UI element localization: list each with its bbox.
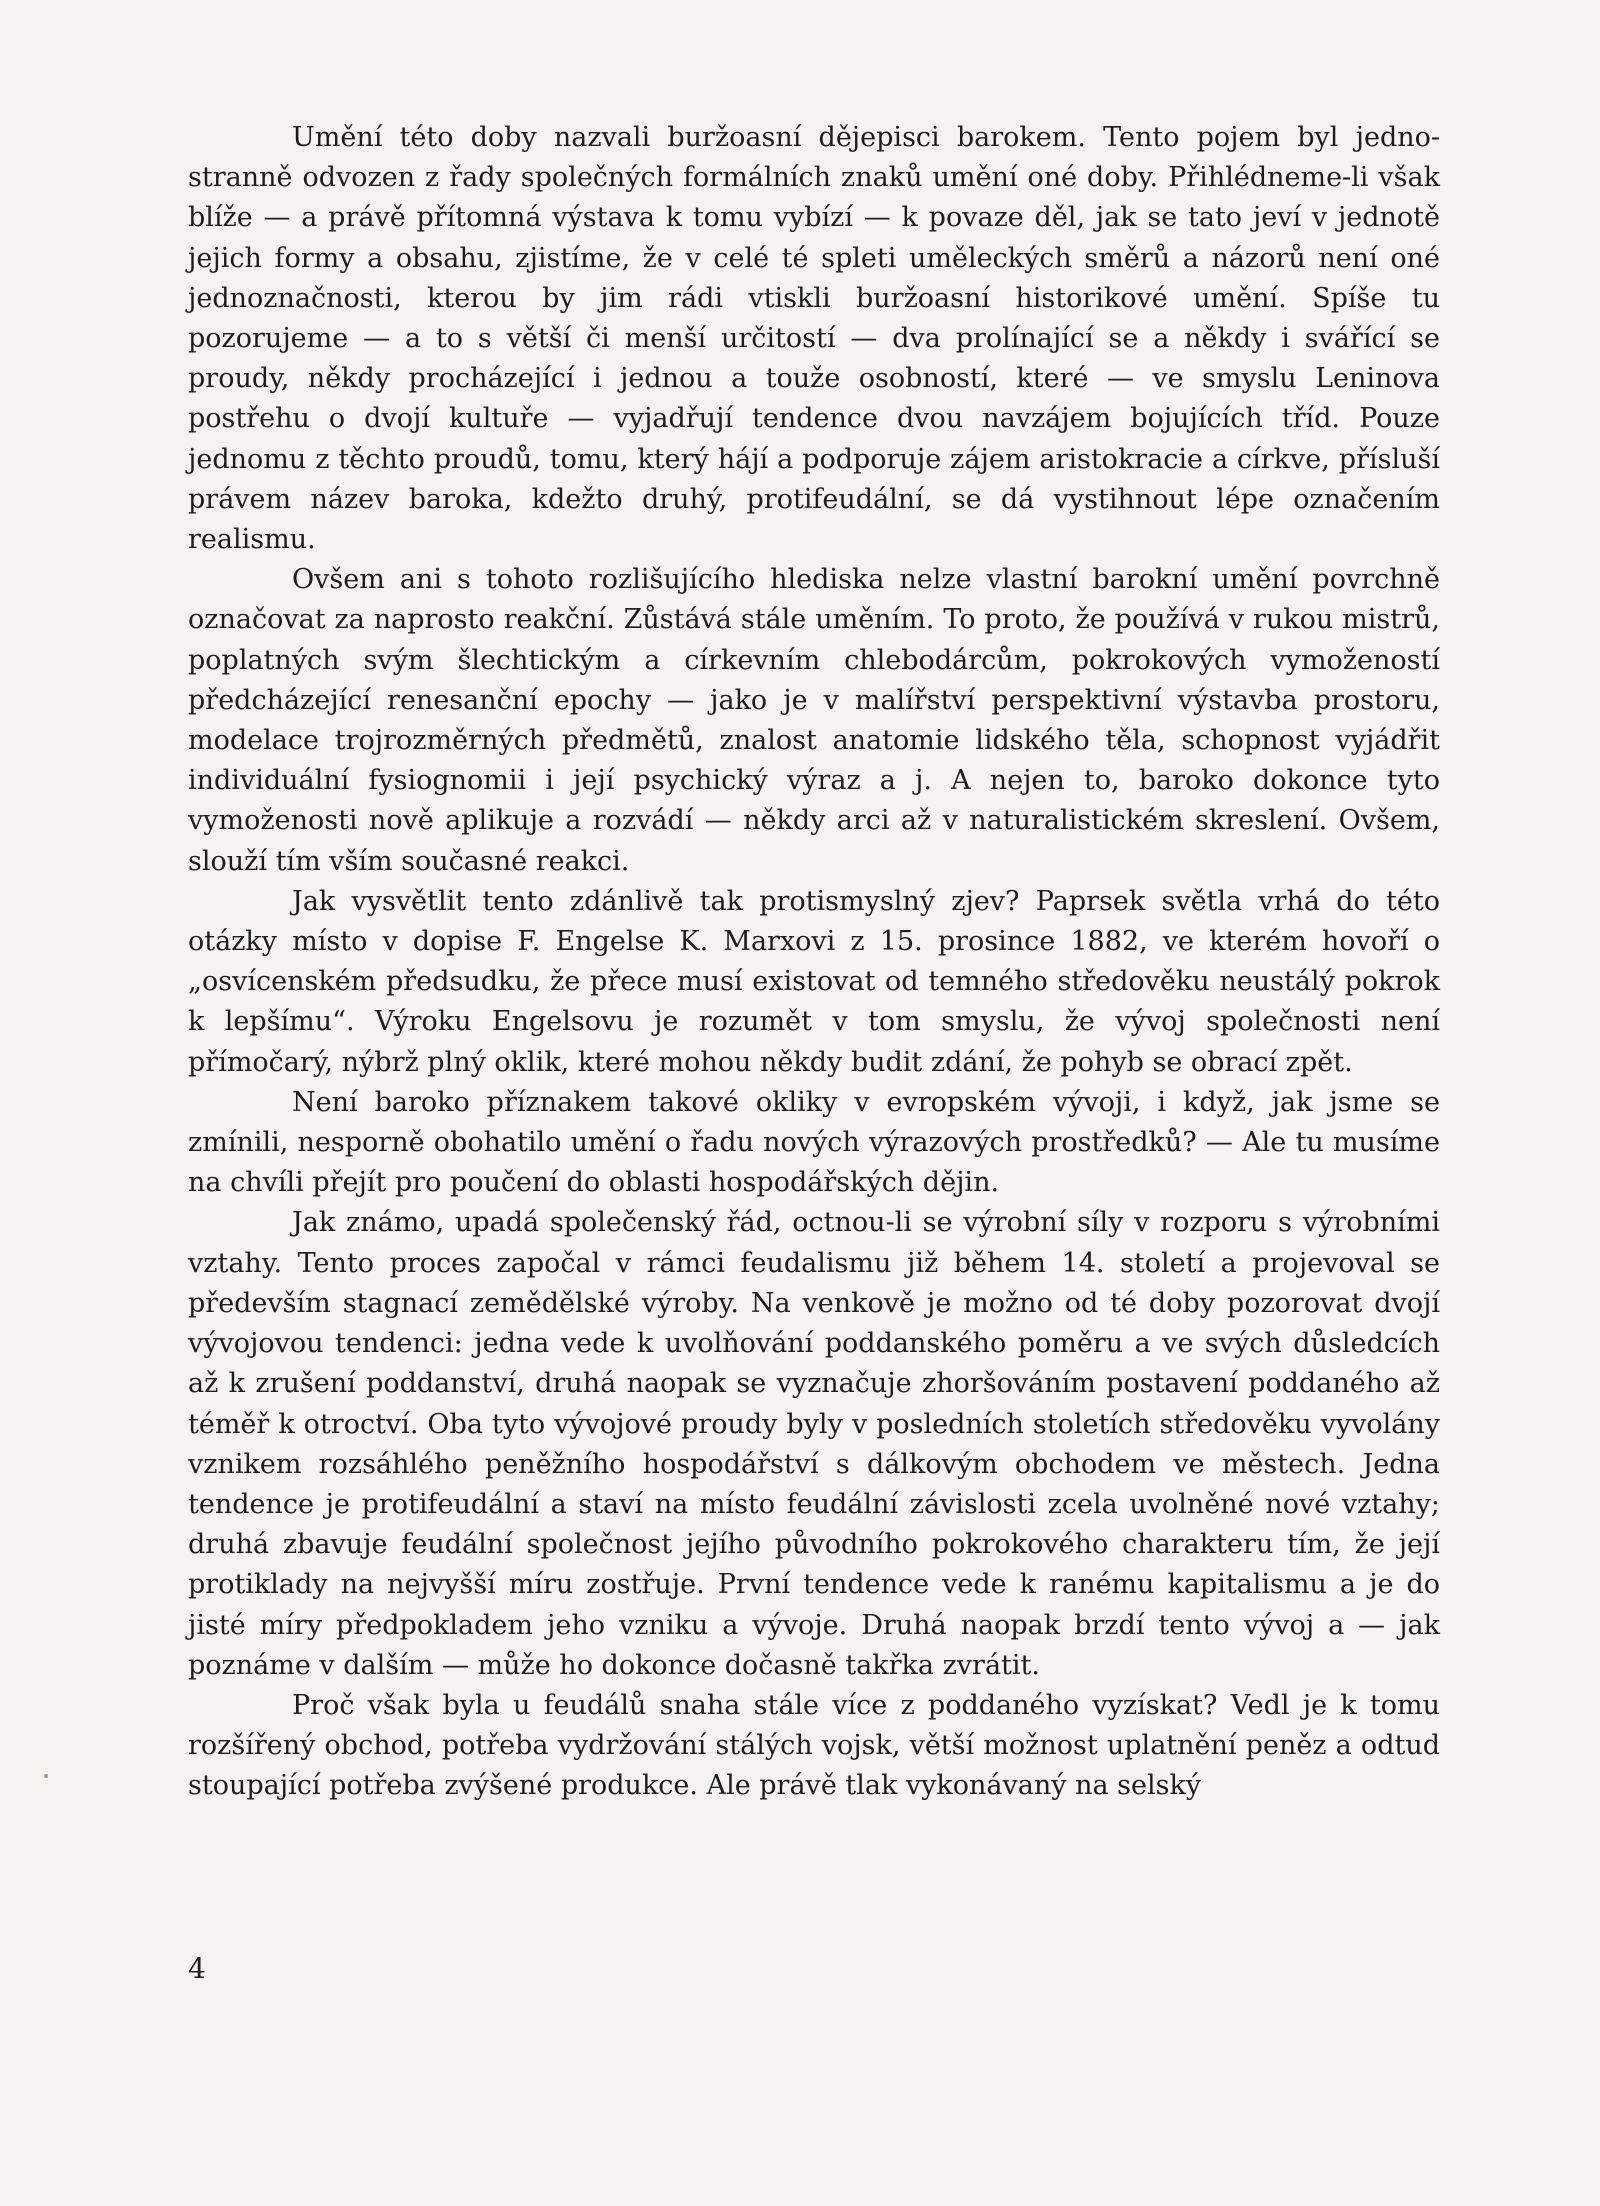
paper-speck xyxy=(44,1774,48,1778)
body-text xyxy=(188,118,1440,1807)
paragraph-2: Ovšem ani s tohoto rozlišujícího hlediska nelze vlastní barokní umění povrchně označovat za naprosto reakční. Zůstává stále uměním. To proto, že používá v rukou mistrů, poplatných svým šlechtickým a církevním chlebodárcům, pokrokových vymožeností předcházející renesanční epochy — jako je v malířství perspektivní výstavba prostoru, modelace trojrozměrných předmětů, znalost anatomie lidského těla, schopnost vyjádřit individuální fysiognomii i její psychický výraz a j. A nejen to, baroko dokonce tyto vymoženosti nově aplikuje a rozvádí — někdy arci až v naturalistickém skreslení. Ovšem, slouží tím vším současné reakci. xyxy=(188,564,1440,877)
paragraph-1: Umění této doby nazvali buržoasní dějepisci barokem. Tento pojem byl jednostranně odvozen z řady společných formálních znaků umění oné doby. Přihlédneme-li však blíže — a právě přítomná výstava k tomu vybízí — k povaze děl, jak se tato jeví v jednotě jejich formy a obsahu, zjistíme, že v celé té spleti uměleckých směrů a názorů není oné jednoznačnosti, kterou by jim rádi vtiskli buržoasní historikové umění. Spíše tu pozorujeme — a to s větší či menší určitostí — dva prolínající se a někdy i svářící se proudy, někdy procházející i jednou a touže osobností, které — ve smyslu Leninova postřehu o dvojí kultuře — vyjadřují tendence dvou navzájem bojujících tříd. Pouze jednomu z těchto proudů, tomu, který hájí a podporuje zájem aristokracie a církve, přísluší právem název baroka, kdežto druhý, protifeudální, se dá vystihnout lépe označením realismu. xyxy=(188,122,1440,556)
paragraph-3: Jak vysvětlit tento zdánlivě tak protismyslný zjev? Paprsek světla vrhá do této otázky místo v dopise F. Engelse K. Marxovi z 15. prosince 1882, ve kterém hovoří o „osvícenském předsudku, že přece musí existovat od temného středověku neustálý pokrok k lepšímu“. Výroku Engelsovu je rozumět v tom smyslu, že vývoj společnosti není přímočarý, nýbrž plný oklik, které mohou někdy budit zdání, že pohyb se obrací zpět. xyxy=(188,885,1440,1078)
paragraph-5: Jak známo, upadá společenský řád, octnou-li se výrobní síly v rozporu s výrobními vztahy. Tento proces započal v rámci feudalismu již během 14. století a projevoval se především stagnací zemědělské výroby. Na venkově je možno od té doby pozorovat dvojí vývojovou tendenci: jedna vede k uvolňování poddanského poměru a ve svých důsledcích až k zrušení poddanství, druhá naopak se vyznačuje zhoršováním postavení poddaného až téměř k otroctví. Oba tyto vývojové proudy byly v posledních stoletích středověku vyvolány vznikem rozsáhlého peněžního hospodářství s dálkovým obchodem ve městech. Jedna tendence je protifeudální a staví na místo feudální závislosti zcela uvolněné nové vztahy; druhá zbavuje feudální společnost jejího původního pokrokového charakteru tím, že její protiklady na nejvyšší míru zostřuje. První tendence vede k ranému kapitalismu a je do jisté míry předpokladem jeho vzniku a vývoje. Druhá naopak brzdí tento vývoj a — jak poznáme v dalším — může ho dokonce dočasně takřka zvrátit. xyxy=(188,1207,1440,1681)
page-number: 4 xyxy=(188,1952,206,1985)
paragraph-4: Není baroko příznakem takové okliky v evropském vývoji, i když, jak jsme se zmínili, nesporně obohatilo umění o řadu nových výrazových prostředků? — Ale tu musíme na chvíli přejít pro poučení do oblasti hospodářských dějin. xyxy=(188,1086,1440,1199)
paragraph-6: Proč však byla u feudálů snaha stále více z poddaného vyzískat? Vedl je k tomu rozšířený obchod, potřeba vydržování stálých vojsk, větší možnost uplatnění peněz a odtud stoupající potřeba zvýšené produkce. Ale právě tlak vykonávaný na selský xyxy=(188,1689,1440,1802)
